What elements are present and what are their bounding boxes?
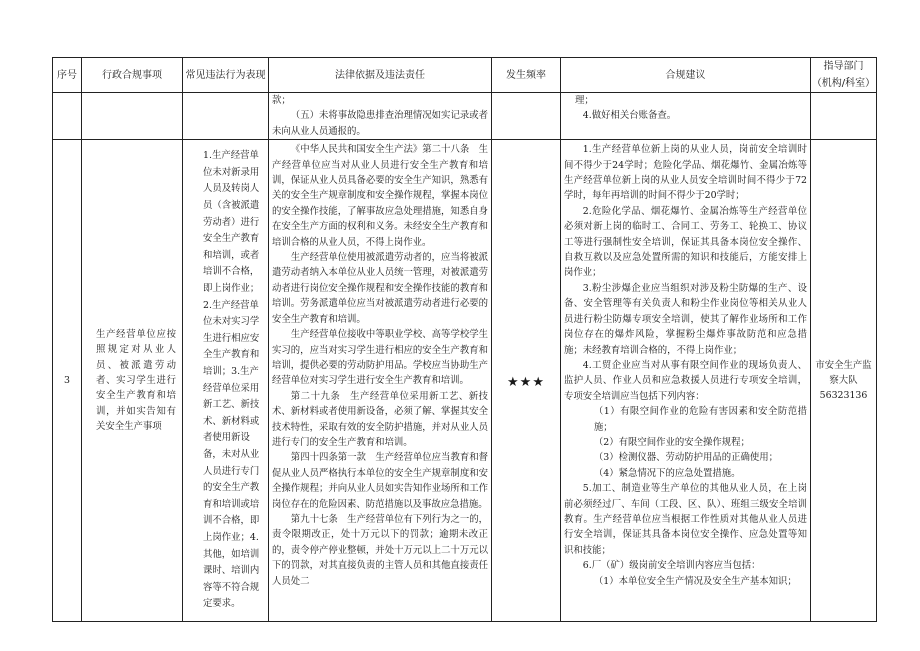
header-law: 法律依据及违法责任 <box>269 58 492 93</box>
header-item: 行政合规事项 <box>82 58 183 93</box>
continued-advice-cell <box>561 93 811 140</box>
advice-subitem: （2）有限空间作业的安全操作规程； <box>593 436 750 448</box>
advice-paragraph: 6.厂（矿）级岗前安全培训内容应当包括： <box>582 560 761 572</box>
continued-advice-line: 4.做好相关台账备查。 <box>582 110 677 122</box>
frequency-stars: ★★★ <box>507 375 545 391</box>
row-advice-cell <box>561 140 811 622</box>
advice-paragraph: 5.加工、制造业等生产单位的其他从业人员，在上岗前必须经过厂、车间（工段、区、队）、班组三级安全培训教育。生产经营单位应当根据工作性质对其他从业人员进行安全培训，保证其具备本岗位安全操作、应急处置等知识和技能； <box>564 483 807 556</box>
header-advice: 合规建议 <box>561 58 811 93</box>
advice-subitem: （1）有限空间作业的危险有害因素和安全防范措施； <box>593 406 807 433</box>
row-dept-cell <box>811 140 877 622</box>
law-paragraph: 第二十九条 生产经营单位采用新工艺、新技术、新材料或者使用新设备，必须了解、掌握其安全技术特性，采取有效的安全防护措施，并对从业人员进行专门的安全生产教育和培训。 <box>272 390 488 448</box>
law-paragraph: 第四十四条第一款 生产经营单位应当教育和督促从业人员严格执行本单位的安全生产规章制度和安全操作规程；并向从业人员如实告知作业场所和工作岗位存在的危险因素、防范措施以及事故应急措施。 <box>272 452 488 510</box>
header-dept-line1: 指导部门 <box>823 61 864 72</box>
row-frequency-cell <box>492 140 561 622</box>
law-paragraph: 生产经营单位使用被派遣劳动者的，应当将被派遣劳动者纳入本单位从业人员统一管理，对被派遣劳动者进行岗位安全操作规程和安全操作技能的教育和培训。劳务派遣单位应当对被派遣劳动者进行必要的安全生产教育和培训。 <box>272 252 488 325</box>
advice-subitem: （1）本单位安全生产情况及安全生产基本知识； <box>593 575 797 587</box>
table-row <box>53 140 877 622</box>
header-row <box>53 58 877 93</box>
header-dept <box>811 58 877 93</box>
row-behavior-cell <box>183 140 269 622</box>
compliance-table <box>52 57 877 622</box>
header-seq: 序号 <box>53 58 82 93</box>
advice-subitem: （3）检测仪器、劳动防护用品的正确使用； <box>593 452 778 464</box>
continued-advice-line: 理； <box>575 95 594 106</box>
row-seq: 3 <box>53 140 82 622</box>
law-paragraph: 生产经营单位接收中等职业学校、高等学校学生实习的，应当对实习学生进行相应的安全生产教育和培训，提供必要的劳动防护用品。学校应当协助生产经营单位对实习学生进行安全生产教育和培训。 <box>272 329 488 387</box>
advice-paragraph: 3.粉尘涉爆企业应当组织对涉及粉尘防爆的生产、设备、安全管理等有关负责人和粉尘作业岗位等相关从业人员进行粉尘防爆专项安全培训，使其了解作业场所和工作岗位存在的爆炸风险，掌握粉尘爆炸事故防范和应急措施；未经教育培训合格的，不得上岗作业； <box>564 282 807 356</box>
continued-law-line: 款； <box>272 95 291 106</box>
row-law-cell <box>269 140 492 622</box>
row-item: 生产经营单位应按照规定对从业人员、被派遣劳动者、实习学生进行安全生产教育和培训，并如实告知有关安全生产事项 <box>96 328 176 433</box>
advice-paragraph: 4.工贸企业应当对从事有限空间作业的现场负责人、监护人员、作业人员和应急救援人员进行专项安全培训，专项安全培训应当包括下列内容： <box>564 359 807 402</box>
law-paragraph: 《中华人民共和国安全生产法》第二十八条 生产经营单位应当对从业人员进行安全生产教育和培训，保证从业人员具备必要的安全生产知识，熟悉有关的安全生产规章制度和安全操作规程，掌握本岗位的安全操作技能，了解事故应急处理措施，知悉自身在安全生产方面的权利和义务。未经安全生产教育和培训合格的从业人员，不得上岗作业。 <box>272 144 488 248</box>
law-paragraph: 第九十七条 生产经营单位有下列行为之一的，责令限期改正，处十万元以下的罚款；逾期未改正的，责令停产停业整顿，并处十万元以上二十万元以下的罚款，对其直接负责的主管人员和其他直接责任人员处二 <box>272 513 488 587</box>
row-behavior: 1.生产经营单位未对新录用人员及转岗人员（含被派遣劳动者）进行安全生产教育和培训，或者培训不合格，即上岗作业；2.生产经营单位未对实习学生进行相应安全生产教育和培训；3.生产经营单位采用新工艺、新技术、新材料或者使用新设备，未对从业人员进行专门的安全生产教育和培训或培训不合格，即上岗作业；4.其他，如培训课时、培训内容等不符合规定要求。 <box>203 150 260 610</box>
continued-law-cell <box>269 93 492 140</box>
row-item-cell <box>82 140 183 622</box>
advice-subitem: （4）紧急情况下的应急处置措施。 <box>593 467 741 479</box>
header-freq: 发生频率 <box>492 58 561 93</box>
header-behavior: 常见违法行为表现 <box>183 58 269 93</box>
header-dept-line2: （机构/科室） <box>811 78 876 89</box>
row-dept: 市安全生产监察大队 56323136 <box>815 359 872 402</box>
advice-paragraph: 2.危险化学品、烟花爆竹、金属冶炼等生产经营单位必须对新上岗的临时工、合同工、劳务工、轮换工、协议工等进行强制性安全培训，保证其具备本岗位安全操作、自救互救以及应急处置所需的知识和技能后，方能安排上岗作业； <box>564 205 807 279</box>
continued-row <box>53 93 877 140</box>
continued-law-line: （五）未将事故隐患排查治理情况如实记录或者未向从业人员通报的。 <box>272 110 488 137</box>
advice-paragraph: 1.生产经营单位新上岗的从业人员，岗前安全培训时间不得少于24学时；危险化学品、烟花爆竹、金属冶炼等生产经营单位新上岗的从业人员安全培训时间不得少于72学时，每年再培训的时间不得少于20学时； <box>564 144 807 202</box>
